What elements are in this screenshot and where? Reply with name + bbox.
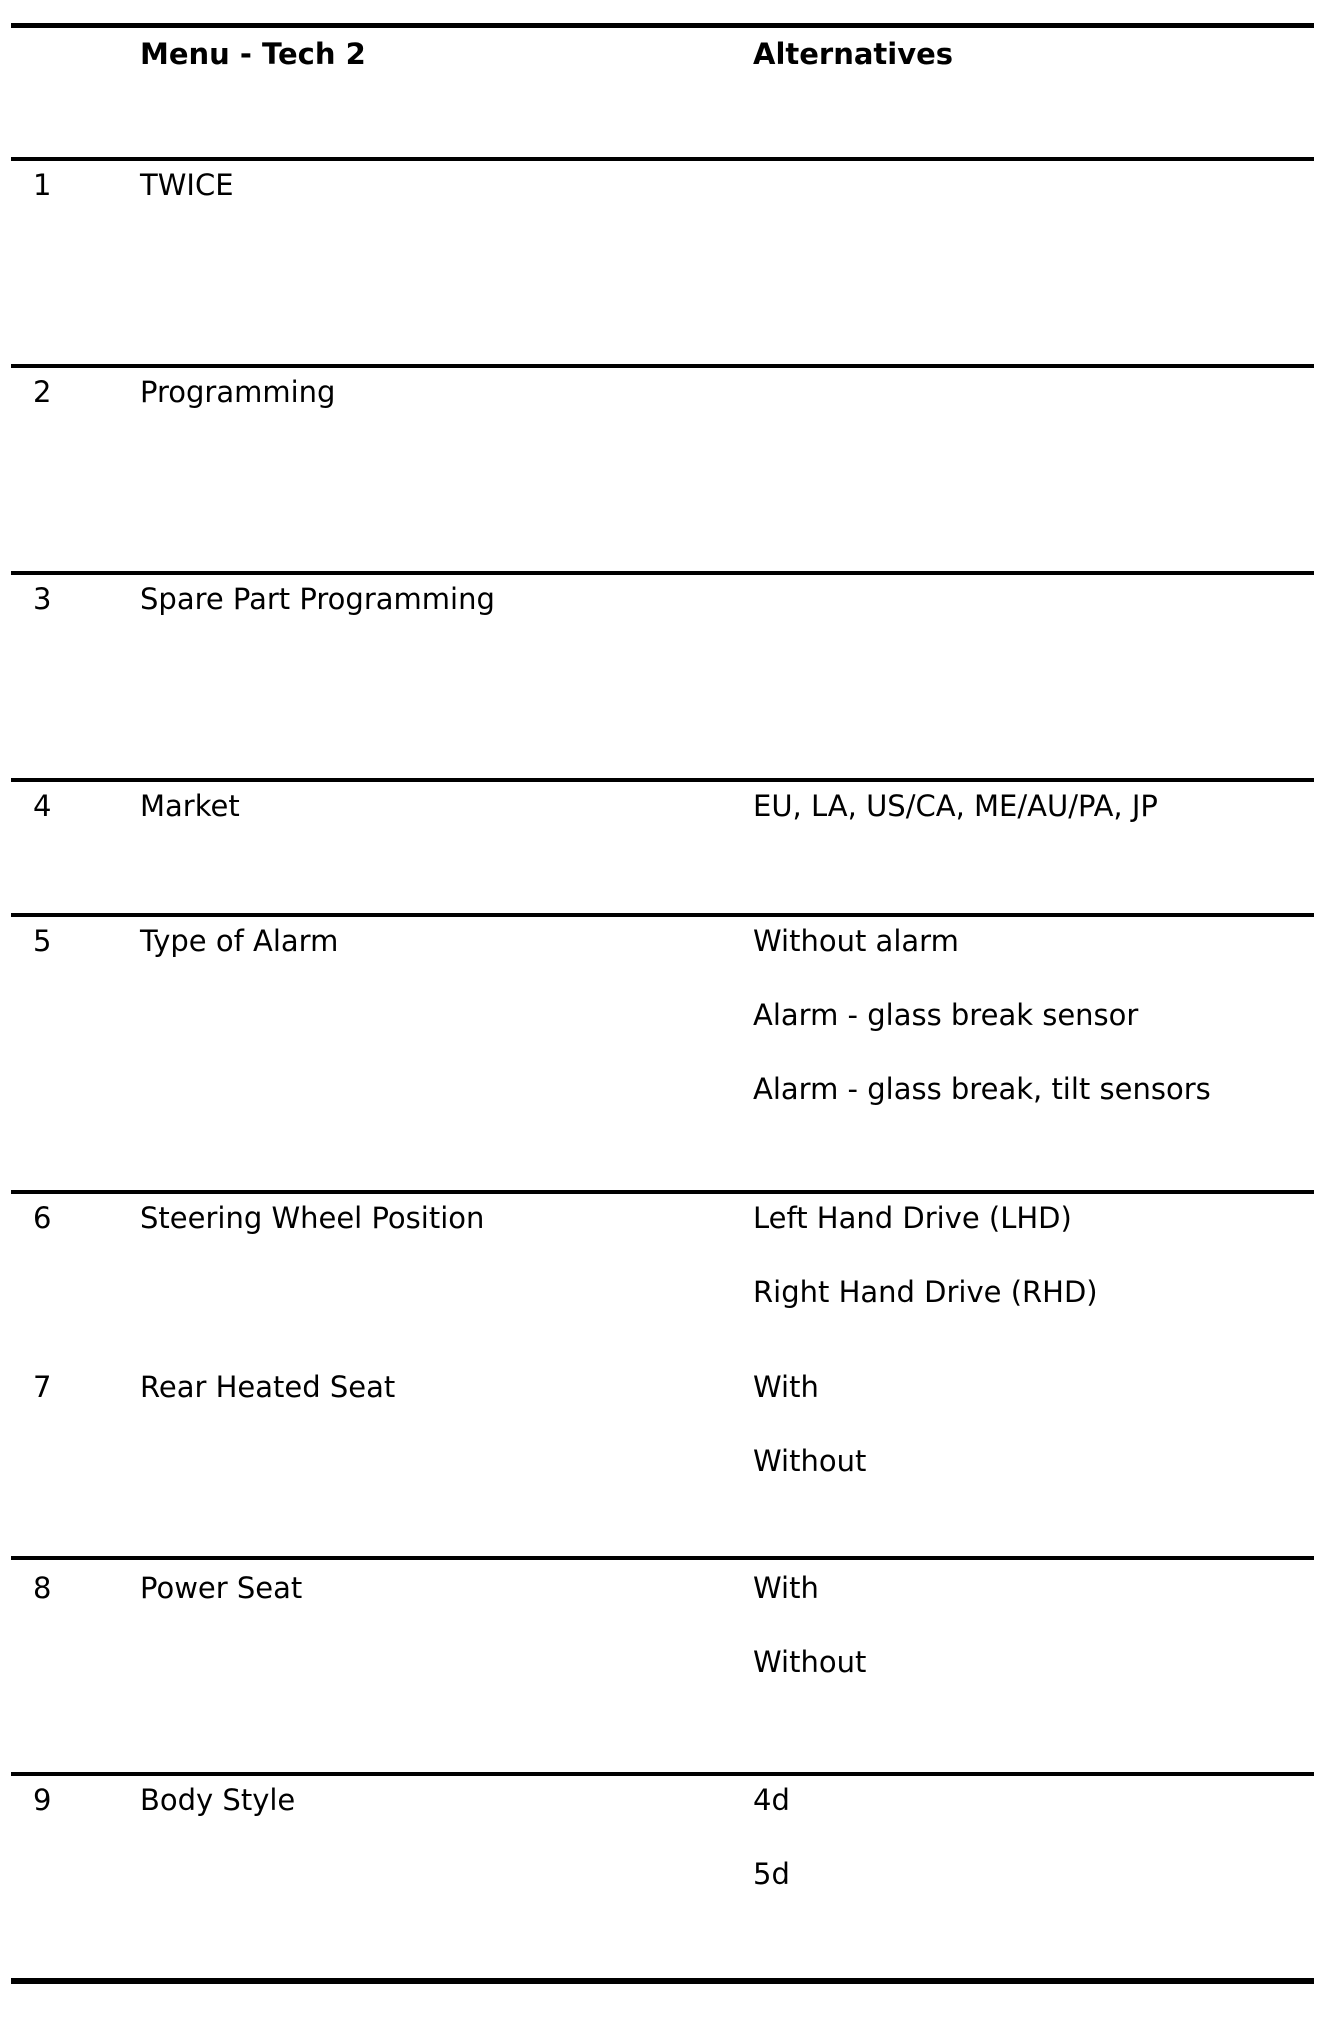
alternative-option: 5d <box>753 1857 790 1891</box>
table-row <box>11 157 1314 364</box>
header-menu-label: Menu - Tech 2 <box>140 37 366 71</box>
table-row <box>11 364 1314 571</box>
header-alternatives-label: Alternatives <box>753 37 954 71</box>
alternative-option: 4d <box>753 1783 790 1817</box>
menu-item-label: Type of Alarm <box>140 924 339 958</box>
menu-item-label: TWICE <box>140 168 234 202</box>
tech2-menu-table <box>11 23 1314 1984</box>
alternative-option: EU, LA, US/CA, ME/AU/PA, JP <box>753 789 1158 823</box>
alternatives-cell <box>753 923 1314 1190</box>
table-row <box>11 1190 1314 1355</box>
row-number: 8 <box>33 1571 52 1605</box>
alternatives-cell <box>753 167 1314 364</box>
menu-item-label: Body Style <box>140 1783 296 1817</box>
menu-item-label: Spare Part Programming <box>140 582 495 616</box>
alternative-option: With <box>753 1571 819 1605</box>
row-number: 7 <box>33 1370 52 1404</box>
table-row <box>11 913 1314 1190</box>
alternatives-cell <box>753 374 1314 571</box>
table-row <box>11 1355 1314 1556</box>
table-header-row <box>11 23 1314 157</box>
table-row <box>11 1772 1314 1978</box>
menu-item-label: Market <box>140 789 240 823</box>
alternative-option: Right Hand Drive (RHD) <box>753 1275 1098 1309</box>
table-row <box>11 571 1314 778</box>
menu-item-label: Steering Wheel Position <box>140 1201 485 1235</box>
row-number: 3 <box>33 582 52 616</box>
alternatives-cell <box>753 581 1314 778</box>
alternatives-cell <box>753 1570 1314 1772</box>
row-number: 1 <box>33 168 52 202</box>
alternative-option: Left Hand Drive (LHD) <box>753 1201 1072 1235</box>
table-row <box>11 778 1314 913</box>
alternatives-cell <box>753 1369 1314 1556</box>
row-number: 2 <box>33 375 52 409</box>
table-row <box>11 1556 1314 1772</box>
alternative-option: Without <box>753 1645 867 1679</box>
row-number: 6 <box>33 1201 52 1235</box>
alternative-option: Alarm - glass break sensor <box>753 998 1139 1032</box>
menu-item-label: Rear Heated Seat <box>140 1370 396 1404</box>
alternative-option: Without <box>753 1444 867 1478</box>
row-number: 5 <box>33 924 52 958</box>
row-number: 4 <box>33 789 52 823</box>
alternative-option: With <box>753 1370 819 1404</box>
row-number: 9 <box>33 1783 52 1817</box>
alternatives-cell <box>753 1200 1314 1355</box>
alternative-option: Without alarm <box>753 924 959 958</box>
alternative-option: Alarm - glass break, tilt sensors <box>753 1072 1211 1106</box>
menu-item-label: Programming <box>140 375 336 409</box>
menu-item-label: Power Seat <box>140 1571 303 1605</box>
alternatives-cell <box>753 1782 1314 1978</box>
alternatives-cell <box>753 788 1314 913</box>
